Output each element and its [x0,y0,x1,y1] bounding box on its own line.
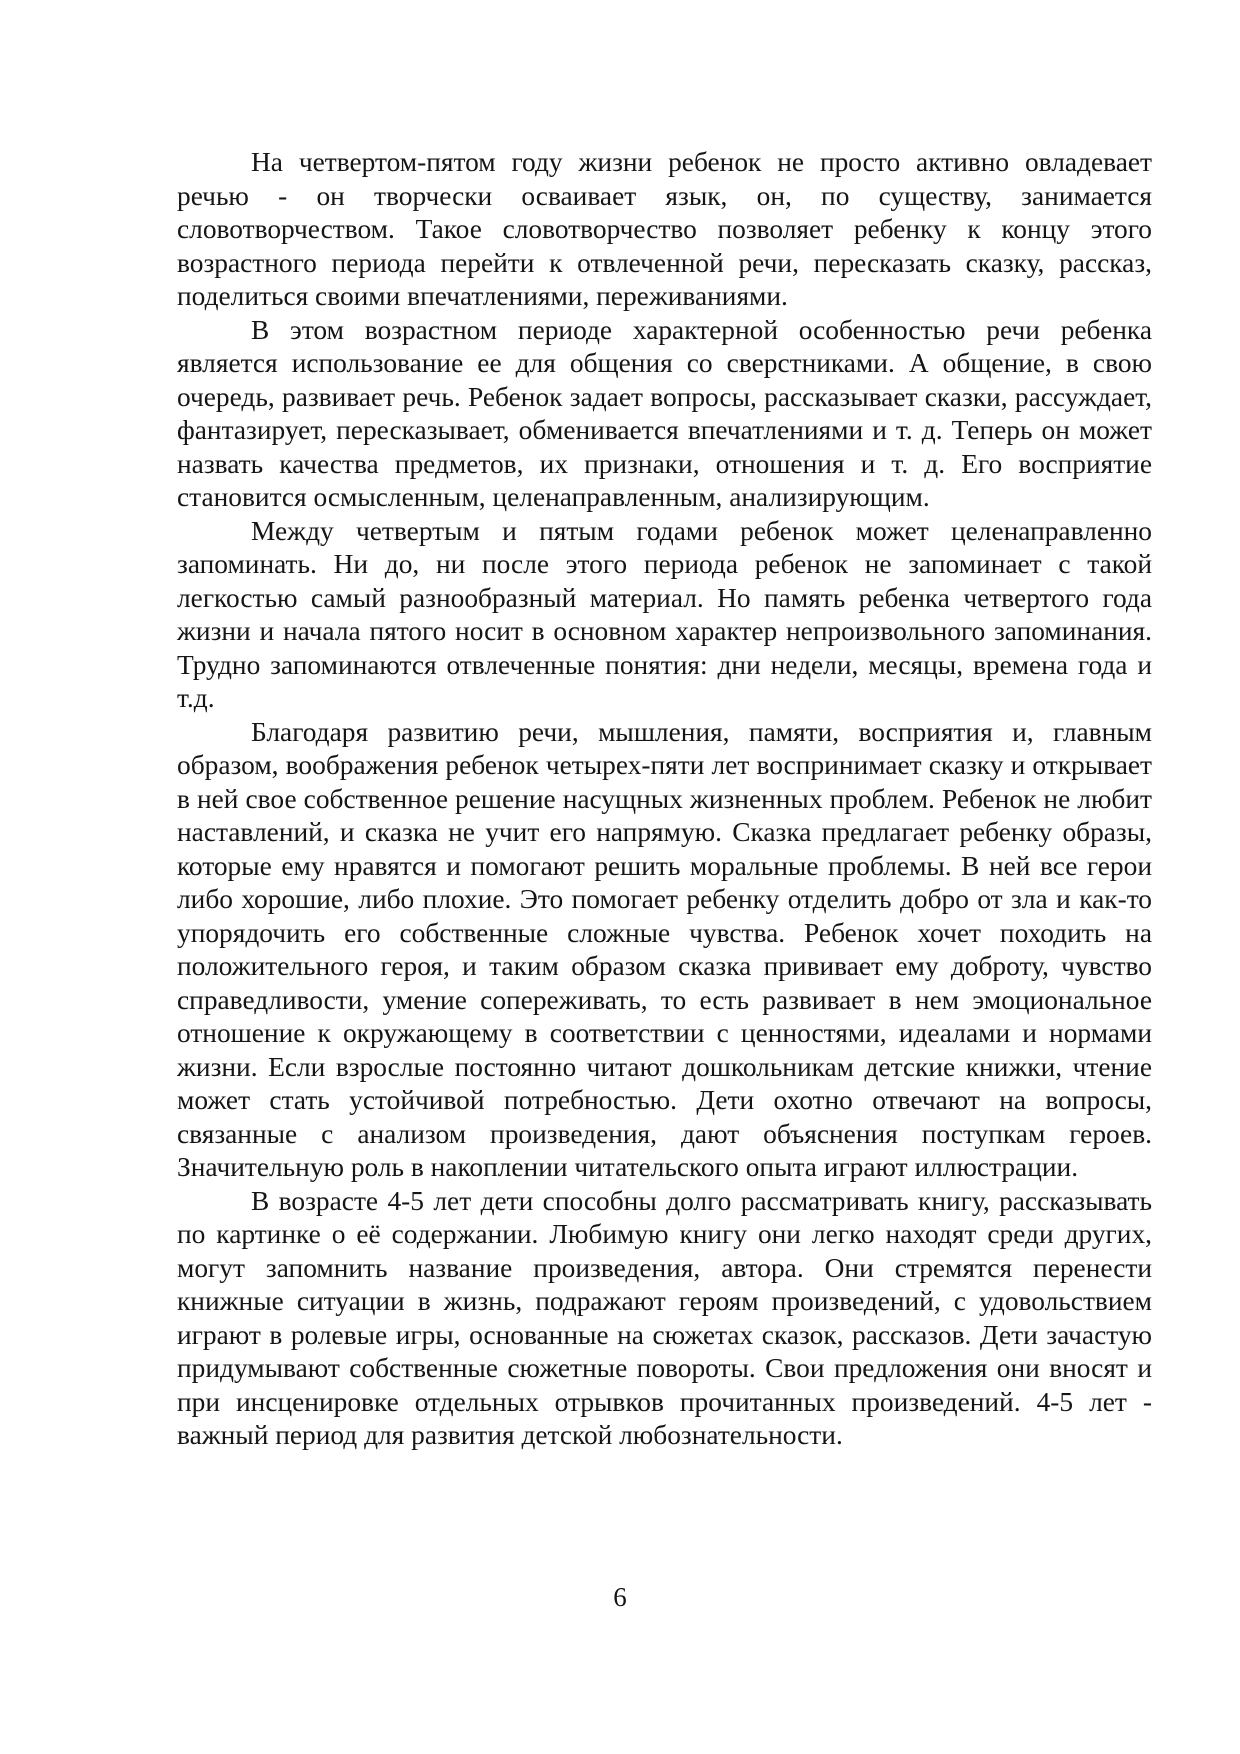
paragraph-1: На четвертом-пятом году жизни ребенок не просто активно овладевает речью - он творчески осваивает язык, он, по существу, занимается словотворчеством. Такое словотворчество позволяет ребенку к концу этого возрастного периода перейти к отвлеченной речи, пересказать сказку, рассказ, поделиться своими впечатлениями, переживаниями. [177,147,1152,311]
page-number: 6 [613,1582,627,1612]
body-text [177,146,1152,1453]
paragraph-2: В этом возрастном периоде характерной особенностью речи ребенка является использование ее для общения со сверстниками. А общение, в свою очередь, развивает речь. Ребенок задает вопросы, рассказывает сказки, рассуждает, фантазирует, пересказывает, обменивается впечатлениями и т. д. Теперь он может назвать качества предметов, их признаки, отношения и т. д. Его восприятие становится осмысленным, целенаправленным, анализирующим. [177,314,1152,512]
paragraph-4: Благодаря развитию речи, мышления, памяти, восприятия и, главным образом, воображения ребенок четырех-пяти лет воспринимает сказку и открывает в ней свое собственное решение насущных жизненных проблем. Ребенок не любит наставлений, и сказка не учит его напрямую. Сказка предлагает ребенку образы, которые ему нравятся и помогают решить моральные проблемы. В ней все герои либо хорошие, либо плохие. Это помогает ребенку отделить добро от зла и как-то упорядочить его собственные сложные чувства. Ребенок хочет походить на положительного героя, и таким образом сказка прививает ему доброту, чувство справедливости, умение сопереживать, то есть развивает в нем эмоциональное отношение к окружающему в соответствии с ценностями, идеалами и нормами жизни. Если взрослые постоянно читают дошкольникам детские книжки, чтение может стать устойчивой потребностью. Дети охотно отвечают на вопросы, связанные с анализом произведения, дают объяснения поступкам героев. Значительную роль в накоплении читательского опыта играют иллюстрации. [177,716,1152,1182]
paragraph-3: Между четвертым и пятым годами ребенок может целенаправленно запоминать. Ни до, ни после этого периода ребенок не запоминает с такой легкостью самый разнообразный материал. Но память ребенка четвертого года жизни и начала пятого носит в основном характер непроизвольного запоминания. Трудно запоминаются отвлеченные понятия: дни недели, месяцы, времена года и т.д. [177,515,1152,713]
paragraph-5: В возрасте 4-5 лет дети способны долго рассматривать книгу, рассказывать по картинке о её содержании. Любимую книгу они легко находят среди других, могут запомнить название произведения, автора. Они стремятся перенести книжные ситуации в жизнь, подражают героям произведений, с удовольствием играют в ролевые игры, основанные на сюжетах сказок, рассказов. Дети зачастую придумывают собственные сюжетные повороты. Свои предложения они вносят и при инсценировке отдельных отрывков прочитанных произведений. 4-5 лет - важный период для развития детской любознательности. [177,1185,1152,1450]
